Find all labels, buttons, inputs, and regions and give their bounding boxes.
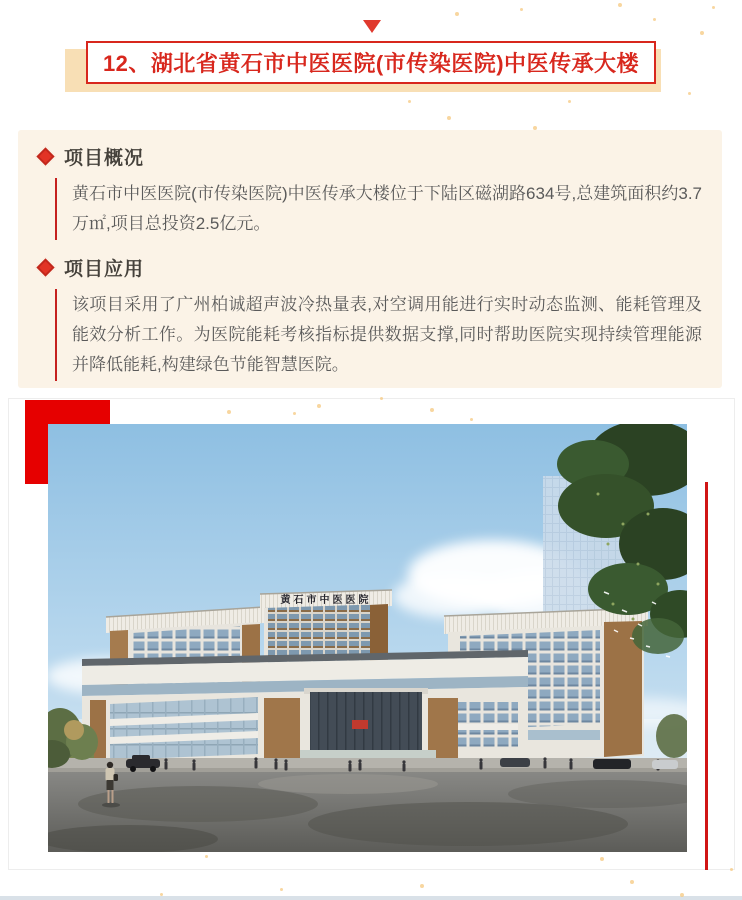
red-line-decoration [705,482,708,870]
confetti-dot [520,8,523,11]
page-title: 12、湖北省黄石市中医医院(市传染医院)中医传承大楼 [102,51,640,76]
confetti-dot [618,3,622,7]
confetti-dot [455,12,459,16]
confetti-dot [630,880,634,884]
confetti-dot [700,31,704,35]
confetti-dot [447,116,451,120]
section-overview-body: 黄石市中医医院(市传染医院)中医传承大楼位于下陆区磁湖路634号,总建筑面积约3.7万㎡,项目总投资2.5亿元。 [55,178,706,240]
confetti-dot [408,100,411,103]
section-overview-header [33,143,706,170]
article-title-banner [86,41,656,84]
red-triangle-down-icon [363,20,381,33]
section-overview-heading: 项目概况 [64,148,145,169]
confetti-dot [688,92,691,95]
red-diamond-icon [36,258,54,276]
section-application-body: 该项目采用了广州柏诚超声波冷热量表,对空调用能进行实时动态监测、能耗管理及能效分析工作。为医院能耗考核指标提供数据支撑,同时帮助医院实现持续管理能源并降低能耗,构建绿色节能智慧医院。 [55,289,706,381]
confetti-dot [653,18,656,21]
bottom-strip [0,896,742,900]
project-info-panel [18,130,722,388]
section-application-heading: 项目应用 [64,259,145,280]
title-box [86,41,656,84]
confetti-dot [712,6,715,9]
confetti-dot [280,888,283,891]
confetti-dot [420,884,424,888]
red-diamond-icon [36,147,54,165]
section-application-header [33,254,706,281]
building-sign-label: 黄石市中医医院 [280,595,372,606]
building-rendering-photo[interactable] [48,424,687,852]
section-overview [33,143,706,240]
confetti-dot [568,100,571,103]
section-application [33,254,706,381]
